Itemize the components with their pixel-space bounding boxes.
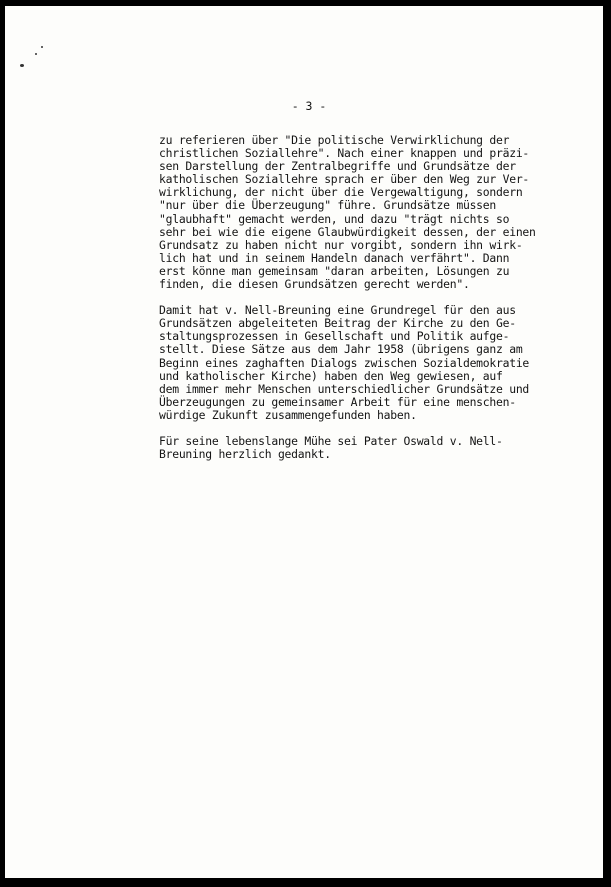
scan-speck [20,64,24,67]
scan-speck [41,46,43,48]
scan-speck [35,53,37,55]
page-number: - 3 - [291,99,327,113]
body-text [159,134,579,461]
paragraph: zu referieren über "Die politische Verwirklichung der christlichen Soziallehre". Nach einer knappen und präzi- sen Darstellung der Zentralbegriffe und Grundsätze der katholischen Soziallehre sprach er über den Weg zur Ver- wirklichung, der nicht über die Vergewaltigung, sondern "nur über die Überzeugung" führe. Grundsätze müssen "glaubhaft" gemacht werden, und dazu "trägt nichts so sehr bei wie die eigene Glaubwürdigkeit dessen, der einen Grundsatz zu haben nicht nur vorgibt, sondern ihn wirk- lich hat und in seinem Handeln danach verfährt". Dann erst könne man gemeinsam "daran arbeiten, Lösungen zu finden, die diesen Grundsätzen gerecht werden". [159,133,536,292]
paragraph: Damit hat v. Nell-Breuning eine Grundregel für den aus Grundsätzen abgeleiteten Beitrag der Kirche zu den Ge- staltungsprozessen in Gesellschaft und Politik aufge- stellt. Diese Sätze aus dem Jahr 1958 (übrigens ganz am Beginn eines zaghaften Dialogs zwischen Sozialdemokratie und katholischer Kirche) haben den Weg gewiesen, auf dem immer mehr Menschen unterschiedlicher Grundsätze und Überzeugungen zu gemeinsamer Arbeit für eine menschen- würdige Zukunft zusammengefunden haben. [159,303,530,422]
paragraph: Für seine lebenslange Mühe sei Pater Oswald v. Nell- Breuning herzlich gedankt. [159,433,503,462]
document-page [5,6,603,878]
